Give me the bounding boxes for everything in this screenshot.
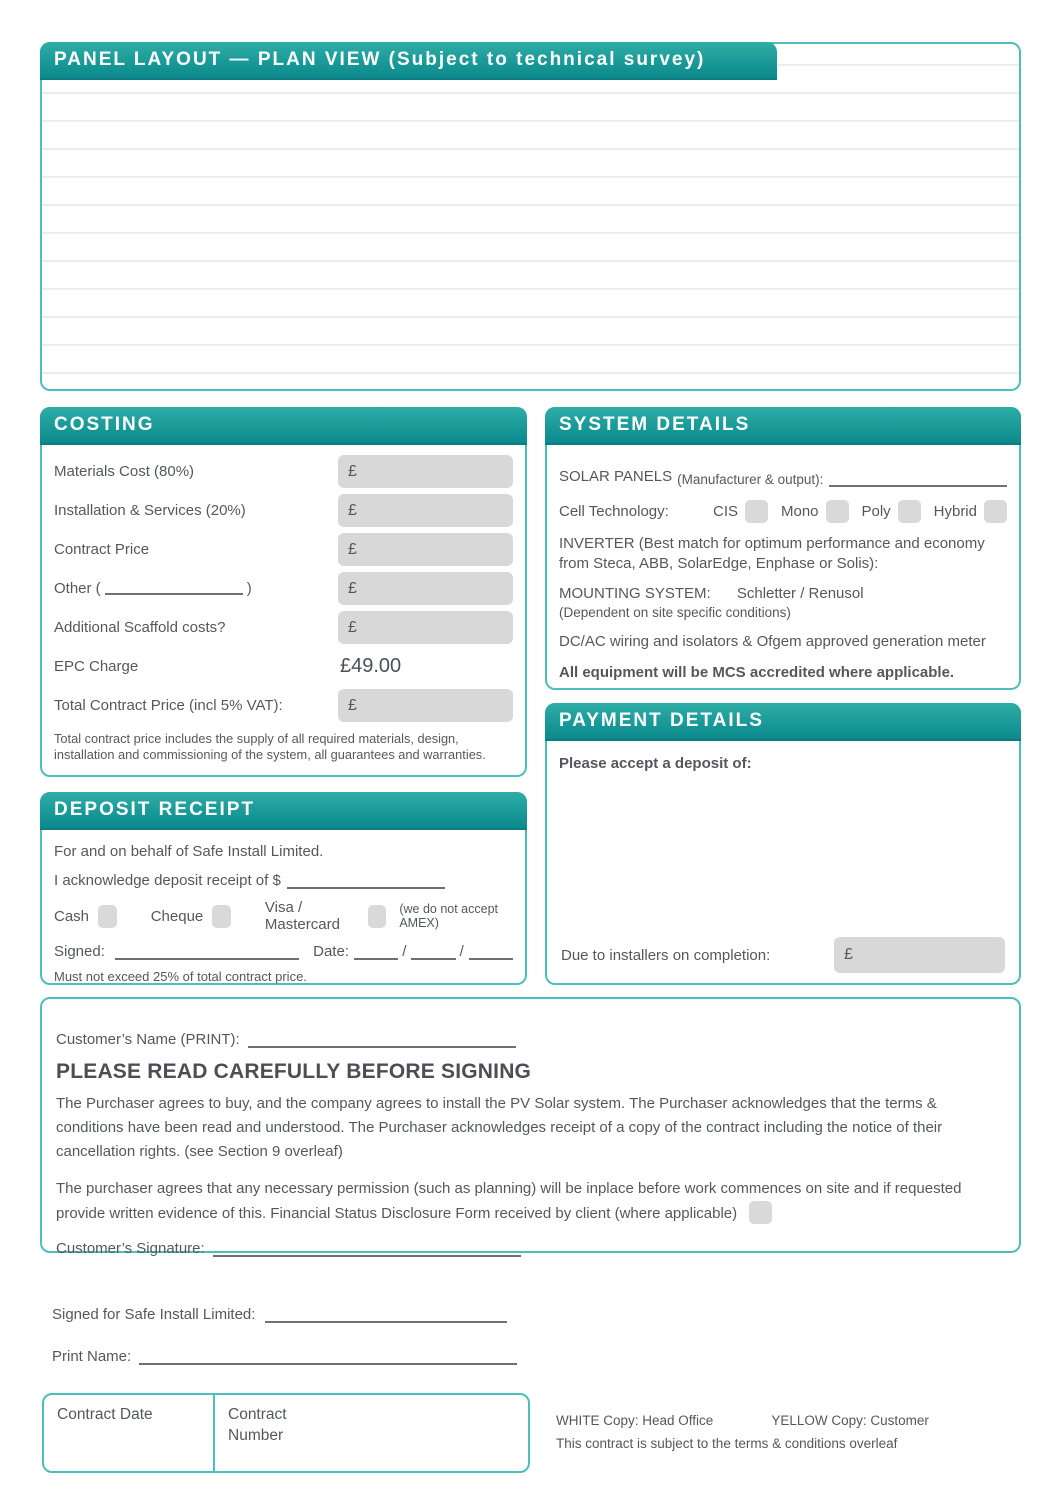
deposit-receipt-title: DEPOSIT RECEIPT [54,799,256,820]
payment-methods-row [54,899,513,933]
pound-symbol: £ [348,696,357,714]
deposit-receipt-section [40,792,527,985]
costing-header [40,407,527,445]
signed-label: Signed: [54,943,105,960]
other-label-close: ) [246,580,252,597]
customer-signature-row [56,1240,1005,1257]
costing-row-scaffold [54,611,513,644]
installation-services-label: Installation & Services (20%) [54,502,246,519]
costing-title: COSTING [54,414,155,435]
contract-date-label: Contract Date [57,1406,153,1423]
mounting-note: (Dependent on site specific conditions) [559,605,791,620]
mounting-system-label: MOUNTING SYSTEM: [559,585,711,602]
epc-charge-label: EPC Charge [54,658,139,675]
inverter-text: INVERTER (Best match for optimum performance and economy from Steca, ABB, SolarEdge, Enphase or Solis): [559,535,985,572]
materials-cost-input[interactable] [338,455,513,488]
terms-paragraph-2-text: The purchaser agrees that any necessary permission (such as planning) will be inplace before work commences on site and if requested provide written evidence of this. Financial Status Disclosure Form received by client (where applicable) [56,1180,962,1222]
due-on-completion-input[interactable] [834,937,1005,973]
scaffold-costs-label: Additional Scaffold costs? [54,619,226,636]
other-label [54,580,338,597]
costing-row-contract-price [54,533,513,566]
white-copy-note: WHITE Copy: Head Office [556,1413,714,1428]
due-on-completion-label: Due to installers on completion: [561,946,771,964]
cell-option-cis [713,500,768,523]
installation-services-input[interactable] [338,494,513,527]
terms-paragraph-2 [56,1177,1005,1226]
epc-charge-value: £49.00 [340,655,402,677]
pound-symbol: £ [348,540,357,558]
contract-number-cell[interactable] [215,1395,528,1471]
mounting-system-value: Schletter / Renusol [736,585,864,602]
date-year-field[interactable] [469,947,513,960]
deposit-receipt-header [40,792,527,830]
signed-for-company-row [52,1306,507,1323]
costing-row-epc [54,650,513,683]
cash-checkbox[interactable] [98,905,117,928]
contract-price-label: Contract Price [54,541,150,558]
cash-label: Cash [54,907,90,925]
wiring-text: DC/AC wiring and isolators & Ofgem approved generation meter [559,633,986,650]
read-carefully-heading: PLEASE READ CAREFULLY BEFORE SIGNING [56,1060,532,1083]
deposit-receipt-content [42,830,525,983]
system-details-content [547,445,1019,688]
panel-layout-header [40,42,777,80]
hybrid-checkbox[interactable] [984,500,1007,523]
pound-symbol: £ [348,579,357,597]
date-label: Date: [313,943,349,960]
contract-meta-box [42,1393,530,1473]
deposit-of-label: Please accept a deposit of: [559,755,752,772]
scaffold-costs-input[interactable] [338,611,513,644]
system-details-title: SYSTEM DETAILS [559,414,751,435]
pound-symbol: £ [348,501,357,519]
solar-panels-field[interactable] [829,474,1007,487]
panel-layout-section [40,42,1021,391]
pound-symbol: £ [348,462,357,480]
system-details-header [545,407,1021,445]
visa-mastercard-checkbox[interactable] [368,905,387,928]
solar-panels-row [559,467,1007,487]
date-day-field[interactable] [354,947,398,960]
contract-price-input[interactable] [338,533,513,566]
customer-name-field[interactable] [248,1035,516,1048]
mono-label: Mono [780,503,819,520]
cheque-checkbox[interactable] [212,905,231,928]
signed-for-company-label: Signed for Safe Install Limited: [52,1306,256,1323]
payment-details-content [547,741,1019,983]
cell-option-mono [781,500,849,523]
mounting-system-row [559,584,1007,604]
date-slash: / [459,943,464,960]
costing-content [42,445,525,775]
poly-checkbox[interactable] [898,500,921,523]
costing-note: Total contract price includes the supply of all required materials, design, installation and commissioning of the system, all guarantees and warranties. [54,731,486,762]
print-name-field[interactable] [139,1352,517,1365]
pound-symbol: £ [844,946,853,963]
other-cost-input[interactable] [338,572,513,605]
disclosure-form-checkbox[interactable] [749,1201,772,1224]
print-name-row [52,1348,517,1365]
terms-paragraph-1: The Purchaser agrees to buy, and the company agrees to install the PV Solar system. The Purchaser acknowledges that the terms & conditions have been read and understood. The Purchaser acknowledges receipt of a copy of the contract including the notice of their cancellation rights. (see Section 9 overleaf) [56,1095,943,1160]
mono-checkbox[interactable] [826,500,849,523]
deposit-amount-field[interactable] [287,876,445,889]
other-label-open: Other ( [54,580,101,597]
payment-details-title: PAYMENT DETAILS [559,710,764,731]
payment-details-header [545,703,1021,741]
costing-section [40,407,527,777]
date-slash: / [402,943,407,960]
customer-name-row [56,1031,1005,1048]
deposit-limit-note: Must not exceed 25% of total contract price. [54,969,307,984]
copies-footer [556,1413,1016,1451]
costing-row-installation [54,494,513,527]
cis-checkbox[interactable] [745,500,768,523]
contract-date-cell[interactable] [44,1395,215,1471]
materials-cost-label: Materials Cost (80%) [54,463,195,480]
signed-for-company-field[interactable] [265,1310,507,1323]
cell-option-poly [861,500,920,523]
acknowledge-text: I acknowledge deposit receipt of $ [54,872,281,889]
on-behalf-text: For and on behalf of Safe Install Limited. [54,843,324,860]
cis-label: CIS [713,503,739,520]
copies-row [556,1413,1016,1428]
total-contract-price-input[interactable] [338,689,513,722]
customer-name-label: Customer’s Name (PRINT): [56,1031,240,1048]
yellow-copy-note: YELLOW Copy: Customer [771,1413,929,1428]
visa-mastercard-label: Visa / Mastercard [264,899,340,933]
pound-symbol: £ [348,618,357,636]
amex-note: (we do not accept AMEX) [399,902,498,930]
solar-panels-label: SOLAR PANELS [559,468,673,485]
signed-date-row [54,943,513,960]
cell-technology-options [697,500,1007,523]
system-details-section [545,407,1021,690]
terms-overleaf-note: This contract is subject to the terms & conditions overleaf [556,1436,898,1451]
signing-section [40,997,1021,1257]
acknowledge-row [54,872,513,889]
print-name-label: Print Name: [52,1348,132,1365]
poly-label: Poly [861,503,891,520]
cheque-label: Cheque [150,907,204,925]
signing-content [42,999,1019,1257]
costing-row-other [54,572,513,605]
customer-signature-label: Customer’s Signature: [56,1240,205,1257]
other-description-field[interactable] [105,582,243,595]
solar-panels-hint: (Manufacturer & output): [677,472,824,487]
cell-option-hybrid [934,500,1007,523]
date-month-field[interactable] [411,947,455,960]
cell-technology-row [559,500,1007,523]
total-contract-price-label: Total Contract Price (incl 5% VAT): [54,697,283,714]
signature-field[interactable] [115,947,299,960]
completion-row [561,937,1005,973]
contract-number-label: Contract Number [228,1406,287,1444]
panel-layout-title: PANEL LAYOUT — PLAN VIEW (Subject to technical survey) [54,49,706,70]
cell-technology-label: Cell Technology: [559,503,669,520]
costing-row-total [54,689,513,722]
payment-details-section [545,703,1021,985]
mcs-accreditation-text: All equipment will be MCS accredited where applicable. [559,664,955,681]
costing-row-materials [54,455,513,488]
customer-signature-field[interactable] [213,1244,521,1257]
hybrid-label: Hybrid [933,503,977,520]
